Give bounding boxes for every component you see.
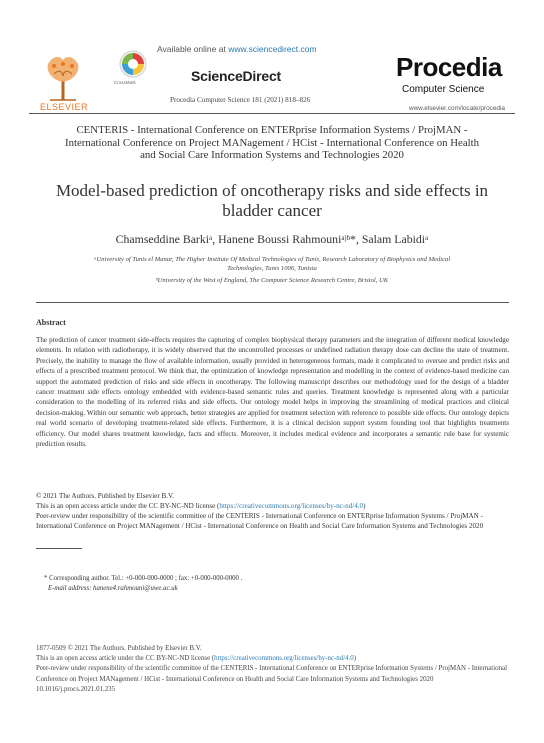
procedia-url[interactable]: www.elsevier.com/locate/procedia (409, 105, 505, 112)
conference-line-2: International Conference on Project MANagement / HCist - International Conference on Health (64, 136, 480, 149)
conference-line-3: and Social Care Information Systems and Technologies 2020 (140, 149, 404, 161)
journal-reference: Procedia Computer Science 181 (2021) 818–826 (170, 96, 311, 104)
footer-doi[interactable]: 10.1016/j.procs.2021.01.235 (36, 685, 116, 693)
publisher-name: ELSEVIER (39, 102, 89, 112)
sciencedirect-brand: ScienceDirect (191, 68, 282, 84)
paper-title-line-1: Model-based prediction of oncotherapy risks and side effects in (55, 181, 489, 200)
footer-peer-review: Peer-review under responsibility of the scientific committee of the CENTERIS - International Conference on ENTERprise Information Systems / ProjMAN - International Conference on Project MANagement / HCist - International Conference on Health and Social Care Information Systems and Technologies 2020 (36, 665, 507, 683)
footnote-divider (36, 548, 82, 549)
crossmark-label: CrossMark (114, 80, 136, 85)
corresponding-author: * Corresponding author. Tel.: +0-000-000-0000 ; fax: +0-000-000-0000 . (44, 575, 243, 582)
availability-line (157, 44, 317, 54)
paper-title-line-2: bladder cancer (222, 201, 322, 220)
license-link[interactable]: https://creativecommons.org/licenses/by-nc-nd/4.0 (219, 502, 364, 510)
abstract-text: The prediction of cancer treatment side-effects requires the capturing of complex biophysical therapy parameters and the integration of different medical knowledge elements. In relation with radiotherapy, it is widely observed that the uncontrolled processes or undefined radiation therapy dose can decline the state of treatment. Precisely, the inability to manage the flow of available information, usually provided in heterogeneous formats, made it complicated to oversee and predict risks and effects of a prescribed treatment protocol. We think that, the optimization of knowledge representation and modelling in the context of evidence-based medicine can support the automated prediction of risks and side effects in oncotherapy. The following manuscript describes our methodology used for the design of a bladder cancer treatment side effects ontology embedded with evidence-based semantic rules and queries. Treatment knowledge is represented along with a particular consideration to the modelling of its referred risks and side effects. Our ontology model helps in improving the streamlining of medical practices and clinical decision-making. Within our semantic web approach, better strategies are applied for treatment selection with reference to possible side effects. Our ontology depicts real world scenario of developing treatment-related side effects. Furthermore, it is a clinical decision support system founding tool that highlights treatments efficiency. Our model shares treatment knowledge, facts and effects. Moreover, it includes medical evidence and incorporates a semantic rule base for systemic prediction results. (36, 336, 509, 449)
crossmark-icon[interactable] (119, 50, 147, 78)
header-divider (29, 113, 515, 114)
affiliation-a (29, 255, 515, 273)
affiliation-b: ᵇUniversity of the West of England, The Computer Science Research Centre, Bristol, UK (155, 277, 389, 284)
conference-line-1: CENTERIS - International Conference on ENTERprise Information Systems / ProjMAN - (76, 124, 468, 136)
affiliation-a-line-2: Technologies, Tunis 1006, Tunisia (227, 265, 317, 272)
paper-title (29, 181, 515, 221)
footer-issn: 1877-0509 © 2021 The Authors. Published by Elsevier B.V. (36, 645, 202, 652)
abstract-divider (36, 302, 509, 303)
elsevier-tree-logo (32, 52, 94, 104)
sciencedirect-link[interactable]: www.sciencedirect.com (228, 44, 317, 54)
abstract-heading: Abstract (36, 318, 66, 327)
footer-open-access-suffix: ) (353, 655, 357, 663)
peer-review-statement: Peer-review under responsibility of the scientific committee of the CENTERIS - International Conference on ENTERprise Information Systems / ProjMAN - International Conference on Project MANagement / HCist - International Conference on Health and Social Care Information Systems and Technologies 2020 (36, 512, 484, 531)
author-list: Chamseddine Barkiᵃ, Hanene Boussi Rahmouniᵃʲᵇ*, Salam Labidiᵃ (115, 232, 429, 246)
open-access-suffix: ) (363, 502, 366, 510)
procedia-title: Procedia (396, 52, 502, 82)
conference-name (29, 124, 515, 162)
copyright-line: © 2021 The Authors. Published by Elsevier B.V. (36, 492, 174, 500)
available-prefix: Available online at (157, 44, 229, 54)
open-access-line (36, 501, 509, 511)
procedia-subtitle: Computer Science (402, 84, 485, 95)
open-access-prefix: This is an open access article under the CC BY-NC-ND license ( (36, 502, 220, 510)
footer-open-access (36, 654, 509, 664)
affiliation-a-line-1: ᵃUniversity of Tunis el Manar, The Higher Institute Of Medical Technologies of Tunis, Research Laboratory of Biophysics and Medical (93, 256, 451, 263)
author-email[interactable]: E-mail address: hanene4.rahmouni@uwe.ac.uk (48, 585, 178, 592)
footer-license-link[interactable]: https://creativecommons.org/licenses/by-nc-nd/4.0 (214, 655, 354, 663)
footer-open-access-prefix: This is an open access article under the CC BY-NC-ND license ( (36, 655, 215, 663)
page-footer (36, 644, 509, 695)
